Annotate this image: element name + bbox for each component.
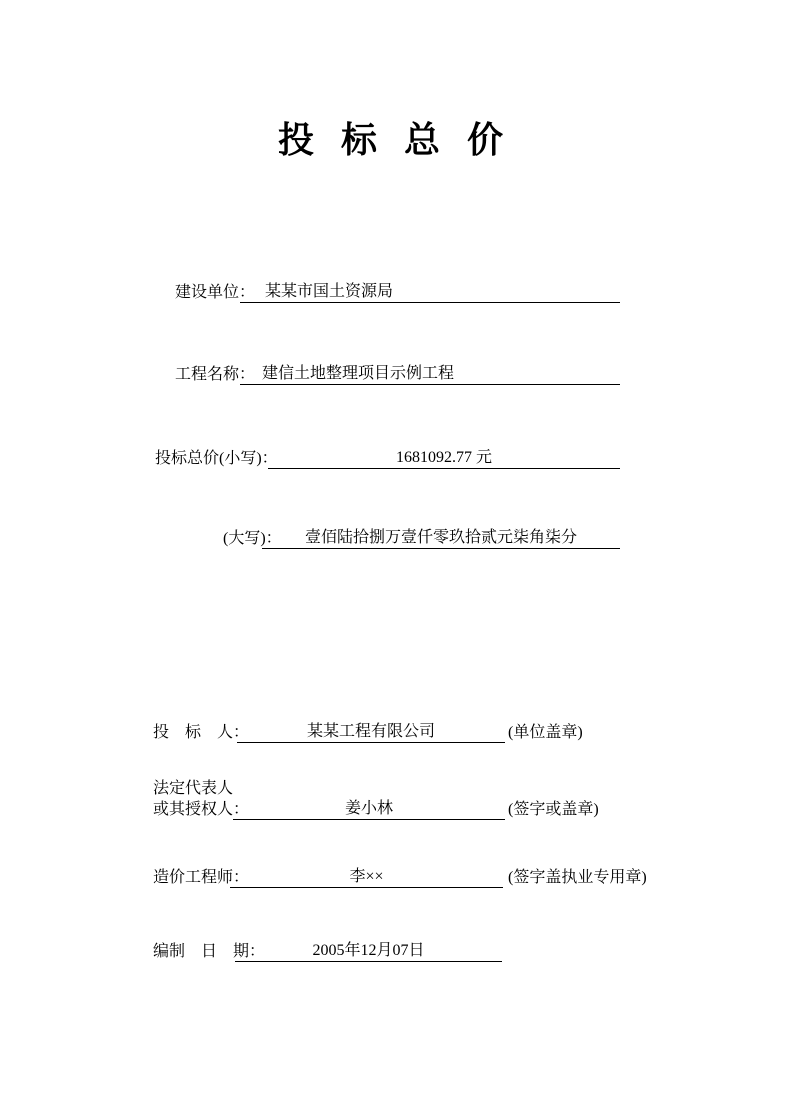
owner-label: 建设单位： (175, 284, 256, 301)
legal-representative-stamp-note: (签字或盖章) (508, 801, 599, 818)
cost-engineer-value: 李×× (230, 867, 503, 888)
project-name-label: 工程名称： (175, 366, 256, 383)
legal-representative-value: 姜小林 (233, 799, 505, 820)
owner-value: 某某市国土资源局 (240, 282, 620, 303)
total-price-numeric-label: 投标总价(小写)： (155, 450, 278, 467)
bidder-stamp-note: (单位盖章) (508, 724, 583, 741)
bidder-label: 投 标 人： (153, 724, 250, 741)
total-price-numeric-value: 1681092.77 元 (268, 448, 620, 469)
compile-date-value: 2005年12月07日 (235, 941, 502, 962)
cost-engineer-label: 造价工程师： (153, 869, 250, 886)
bidder-value: 某某工程有限公司 (237, 722, 505, 743)
cost-engineer-stamp-note: (签字盖执业专用章) (508, 869, 647, 886)
legal-representative-label-line1: 法定代表人 (153, 780, 234, 797)
compile-date-label: 编制 日 期： (153, 943, 266, 960)
page-title: 投标总价 (278, 120, 531, 160)
total-price-words-label: (大写)： (223, 530, 282, 547)
project-name-value: 建信土地整理项目示例工程 (240, 364, 620, 385)
legal-representative-label-line2: 或其授权人： (153, 801, 250, 818)
total-price-words-value: 壹佰陆拾捌万壹仟零玖拾贰元柒角柒分 (262, 528, 620, 549)
